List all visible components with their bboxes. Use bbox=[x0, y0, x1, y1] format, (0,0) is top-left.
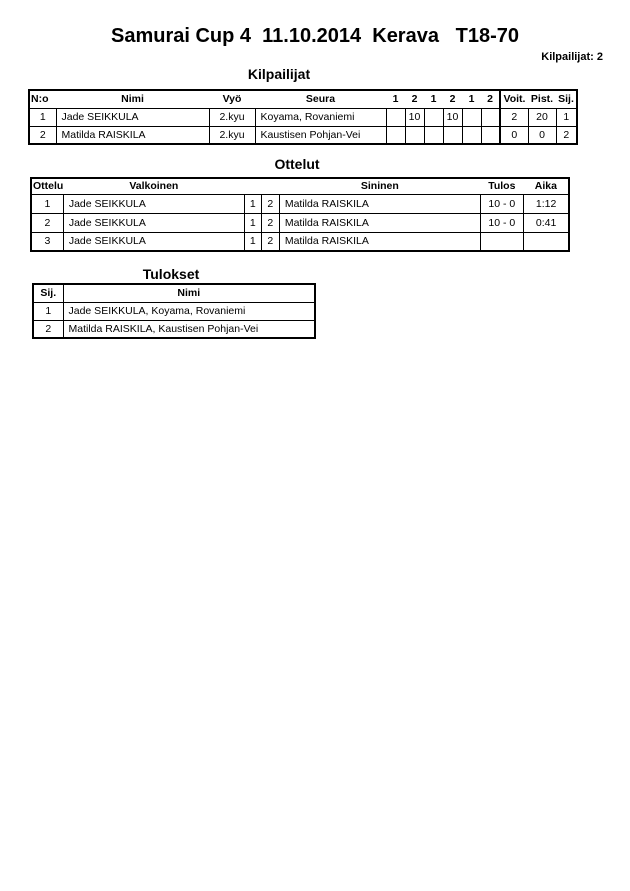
header-cell-tulos: Tulos bbox=[488, 180, 516, 193]
cell-placement: 1 bbox=[556, 108, 577, 126]
cell-match-number: 3 bbox=[31, 232, 63, 251]
header-cell-score2: 2 bbox=[411, 93, 418, 106]
kilpailijat-row bbox=[29, 126, 577, 144]
cell-white-competitor: Jade SEIKKULA bbox=[63, 232, 244, 251]
header-cell-pist: Pist. bbox=[530, 93, 554, 106]
cell-score bbox=[462, 108, 481, 126]
cell-points: 20 bbox=[528, 108, 556, 126]
cell-score bbox=[481, 108, 500, 126]
cell-placement: 1 bbox=[33, 302, 63, 320]
cell-time bbox=[523, 232, 569, 251]
participants-count: Kilpailijat: 2 bbox=[541, 51, 603, 63]
cell-result bbox=[480, 232, 523, 251]
cell-club: Koyama, Rovaniemi bbox=[255, 108, 386, 126]
header-cell-nimi: Nimi bbox=[63, 284, 315, 302]
cell-wins: 2 bbox=[500, 108, 528, 126]
cell-white-competitor: Jade SEIKKULA bbox=[63, 194, 244, 213]
cell-time: 0:41 bbox=[523, 213, 569, 232]
header-cell-seura: Seura bbox=[305, 93, 336, 106]
cell-score bbox=[386, 108, 405, 126]
cell-white-competitor: Jade SEIKKULA bbox=[63, 213, 244, 232]
cell-blue-competitor: Matilda RAISKILA bbox=[279, 232, 480, 251]
header-cell-sij: Sij. bbox=[33, 284, 63, 302]
header-cell-score5: 1 bbox=[468, 93, 475, 106]
cell-belt: 2.kyu bbox=[209, 126, 255, 144]
tulokset-row bbox=[33, 320, 315, 338]
header-cell-score1: 1 bbox=[392, 93, 399, 106]
tulokset-row bbox=[33, 302, 315, 320]
cell-blue-number: 2 bbox=[261, 232, 279, 251]
header-cell-vyo: Vyö bbox=[222, 93, 242, 106]
header-cell-nimi: Nimi bbox=[121, 93, 144, 106]
ottelut-table bbox=[30, 177, 570, 252]
ottelut-row bbox=[31, 213, 569, 232]
cell-score: 10 bbox=[405, 108, 424, 126]
cell-match-number: 1 bbox=[31, 194, 63, 213]
header-cell-score3: 1 bbox=[430, 93, 437, 106]
cell-score bbox=[443, 126, 462, 144]
kilpailijat-header-row bbox=[29, 90, 577, 108]
cell-placement: 2 bbox=[556, 126, 577, 144]
cell-result: 10 - 0 bbox=[480, 213, 523, 232]
cell-score bbox=[405, 126, 424, 144]
cell-score bbox=[481, 126, 500, 144]
cell-competitor-name: Jade SEIKKULA bbox=[56, 108, 209, 126]
kilpailijat-table bbox=[28, 89, 578, 145]
cell-score bbox=[424, 108, 443, 126]
cell-score bbox=[424, 126, 443, 144]
ottelut-row bbox=[31, 232, 569, 251]
cell-wins: 0 bbox=[500, 126, 528, 144]
cell-blue-competitor: Matilda RAISKILA bbox=[279, 194, 480, 213]
header-cell-score6: 2 bbox=[487, 93, 493, 106]
header-cell-sininen: Sininen bbox=[360, 180, 399, 193]
header-cell-aika: Aika bbox=[534, 180, 557, 193]
cell-time: 1:12 bbox=[523, 194, 569, 213]
kilpailijat-row bbox=[29, 108, 577, 126]
cell-result-name: Matilda RAISKILA, Kaustisen Pohjan-Vei bbox=[63, 320, 315, 338]
cell-blue-number: 2 bbox=[261, 194, 279, 213]
tulokset-header-row bbox=[33, 284, 315, 302]
cell-match-number: 2 bbox=[31, 213, 63, 232]
header-cell-sij: Sij. bbox=[558, 93, 574, 106]
cell-white-number: 1 bbox=[244, 194, 261, 213]
ottelut-row bbox=[31, 194, 569, 213]
cell-placement: 2 bbox=[33, 320, 63, 338]
cell-belt: 2.kyu bbox=[209, 108, 255, 126]
ottelut-header-row bbox=[31, 178, 569, 194]
header-cell-voit: Voit. bbox=[500, 90, 528, 108]
cell-score bbox=[386, 126, 405, 144]
header-cell-score4: 2 bbox=[449, 93, 456, 106]
header-cell-no: N:o bbox=[31, 93, 49, 106]
cell-white-number: 1 bbox=[244, 213, 261, 232]
cell-competitor-name: Matilda RAISKILA bbox=[56, 126, 209, 144]
cell-blue-number: 2 bbox=[261, 213, 279, 232]
page-title: Samurai Cup 4 11.10.2014 Kerava T18-70 bbox=[110, 25, 520, 47]
header-cell-valkoinen: Valkoinen bbox=[129, 180, 179, 193]
cell-score bbox=[462, 126, 481, 144]
cell-row-number: 2 bbox=[29, 126, 56, 144]
cell-points: 0 bbox=[528, 126, 556, 144]
cell-blue-competitor: Matilda RAISKILA bbox=[279, 213, 480, 232]
tulokset-table bbox=[32, 283, 316, 339]
cell-result-name: Jade SEIKKULA, Koyama, Rovaniemi bbox=[63, 302, 315, 320]
cell-club: Kaustisen Pohjan-Vei bbox=[255, 126, 386, 144]
cell-white-number: 1 bbox=[244, 232, 261, 251]
cell-result: 10 - 0 bbox=[480, 194, 523, 213]
section-heading-kilpailijat: Kilpailijat bbox=[247, 66, 311, 82]
header-cell-ottelu: Ottelu bbox=[33, 180, 64, 193]
cell-score: 10 bbox=[443, 108, 462, 126]
cell-row-number: 1 bbox=[29, 108, 56, 126]
header-spacer-cell bbox=[244, 178, 279, 194]
section-heading-tulokset: Tulokset bbox=[142, 266, 200, 282]
section-heading-ottelut: Ottelut bbox=[274, 156, 320, 172]
